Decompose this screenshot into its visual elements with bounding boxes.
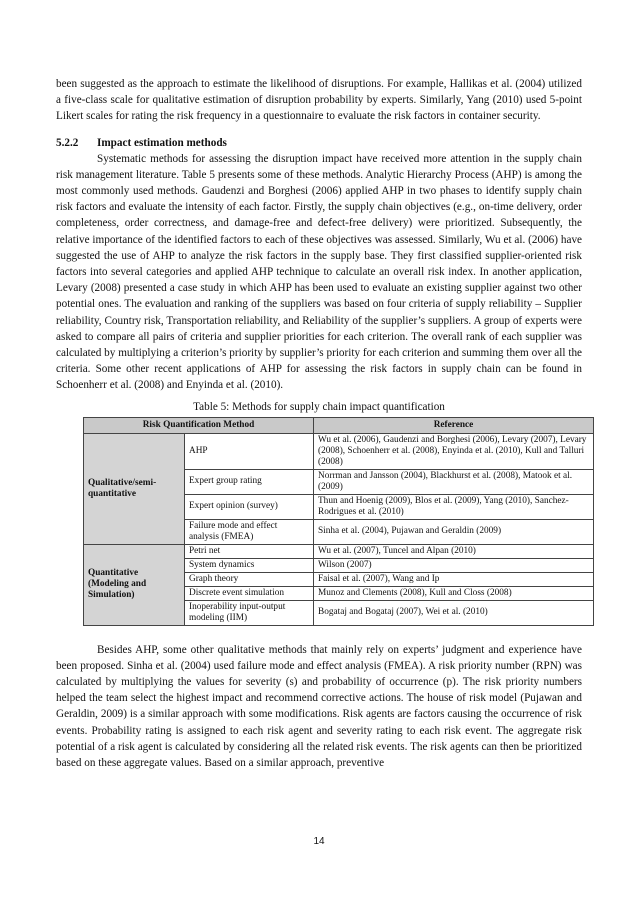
category-qualitative: Qualitative/semi-quantitative	[84, 433, 185, 544]
reference-cell: Sinha et al. (2004), Pujawan and Geraldin (2009)	[314, 519, 594, 544]
page-number: 14	[313, 836, 325, 847]
reference-cell: Munoz and Clements (2008), Kull and Closs (2008)	[314, 586, 594, 600]
method-cell: Expert group rating	[185, 469, 314, 494]
method-cell: AHP	[185, 433, 314, 469]
paragraph-impact-methods: Systematic methods for assessing the disruption impact have received more attention in the supply chain risk management literature. Table 5 presents some of these methods. Analytic Hierarchy Process (AHP) is among the most commonly used methods. Gaudenzi and Borghesi (2006) applied AHP in two phases to identify supply chain risk factors and evaluate the intensity of each factor. Firstly, the supply chain objectives (e.g., on-time delivery, order completeness, order correctness, and damage-free and defect-free delivery) were prioritized. Subsequently, the relative importance of the identified factors to each of these objectives was assessed. Similarly, Wu et al. (2006) have suggested the use of AHP to analyze the risk factors in the supply base. They first classified supplier-oriented risk factors into several categories and applied AHP technique to calculate an overall risk index. In another application, Levary (2008) presented a case study in which AHP has been used to evaluate an existing supplier against two other potential ones. The evaluation and ranking of the suppliers was based on four criteria of supply reliability – Supplier reliability, Country risk, Transportation reliability, and Reliability of the supplier’s suppliers. A group of experts were asked to compare all pairs of criteria and supplier priorities for each criterion. The overall rank of each supplier was calculated by multiplying a criterion’s priority by supplier’s priority for each criterion and summing them over all the criteria. Some other recent applications of AHP for assessing the risk factors in supply chain can be found in Schoenherr et al. (2008) and Enyinda et al. (2010).	[56, 152, 582, 392]
section-title: Impact estimation methods	[97, 136, 227, 149]
method-cell: Petri net	[185, 544, 314, 558]
method-cell: Graph theory	[185, 572, 314, 586]
section-number: 5.2.2	[56, 136, 79, 149]
method-cell: System dynamics	[185, 558, 314, 572]
header-risk-method: Risk Quantification Method	[84, 417, 314, 433]
document-page	[56, 76, 587, 771]
reference-cell: Thun and Hoenig (2009), Blos et al. (2009), Yang (2010), Sanchez-Rodrigues et al. (2010)	[314, 494, 594, 519]
method-cell: Discrete event simulation	[185, 586, 314, 600]
paragraph-intro: been suggested as the approach to estimate the likelihood of disruptions. For example, Hallikas et al. (2004) utilized a five-class scale for qualitative estimation of disruption probability by experts. Similarly, Yang (2010) used 5-point Likert scales for rating the risk frequency in a questionnaire to evaluate the risk factors in container security.	[56, 78, 582, 123]
header-reference: Reference	[314, 417, 594, 433]
section-heading	[56, 135, 582, 151]
table-header-row	[84, 417, 594, 433]
reference-cell: Wilson (2007)	[314, 558, 594, 572]
method-cell: Failure mode and effect analysis (FMEA)	[185, 519, 314, 544]
reference-cell: Wu et al. (2006), Gaudenzi and Borghesi (2006), Levary (2007), Levary (2008), Schoenherr et al. (2008), Enyinda et al. (2010), Kull and Talluri (2008)	[314, 433, 594, 469]
table-row	[84, 433, 594, 469]
method-cell: Expert opinion (survey)	[185, 494, 314, 519]
table-caption: Table 5: Methods for supply chain impact quantification	[193, 400, 445, 413]
reference-cell: Wu et al. (2007), Tuncel and Alpan (2010)	[314, 544, 594, 558]
table-row	[84, 544, 594, 558]
reference-cell: Faisal et al. (2007), Wang and Ip	[314, 572, 594, 586]
paragraph-other-methods: Besides AHP, some other qualitative methods that mainly rely on experts’ judgment and experience have been proposed. Sinha et al. (2004) used failure mode and effect analysis (FMEA). A risk priority number (RPN) was calculated by multiplying the values for severity (s) and probability of occurrence (p). The risk priority numbers helped the team select the highest impact and recommend corrective actions. The house of risk model (Pujawan and Geraldin, 2009) is a similar approach with some modifications. Risk agents are factors causing the occurrence of risk events. Probability rating is assigned to each risk agent and severity rating to each risk event. The aggregate risk potential of a risk agent is calculated by considering all the related risk events. The risk agents can then be prioritized based on these aggregate values. Based on a similar approach, preventive	[56, 643, 582, 770]
reference-cell: Norrman and Jansson (2004), Blackhurst et al. (2008), Matook et al. (2009)	[314, 469, 594, 494]
methods-table	[83, 417, 594, 626]
reference-cell: Bogataj and Bogataj (2007), Wei et al. (2010)	[314, 600, 594, 625]
method-cell: Inoperability input-output modeling (IIM)	[185, 600, 314, 625]
category-quantitative: Quantitative (Modeling and Simulation)	[84, 544, 185, 625]
